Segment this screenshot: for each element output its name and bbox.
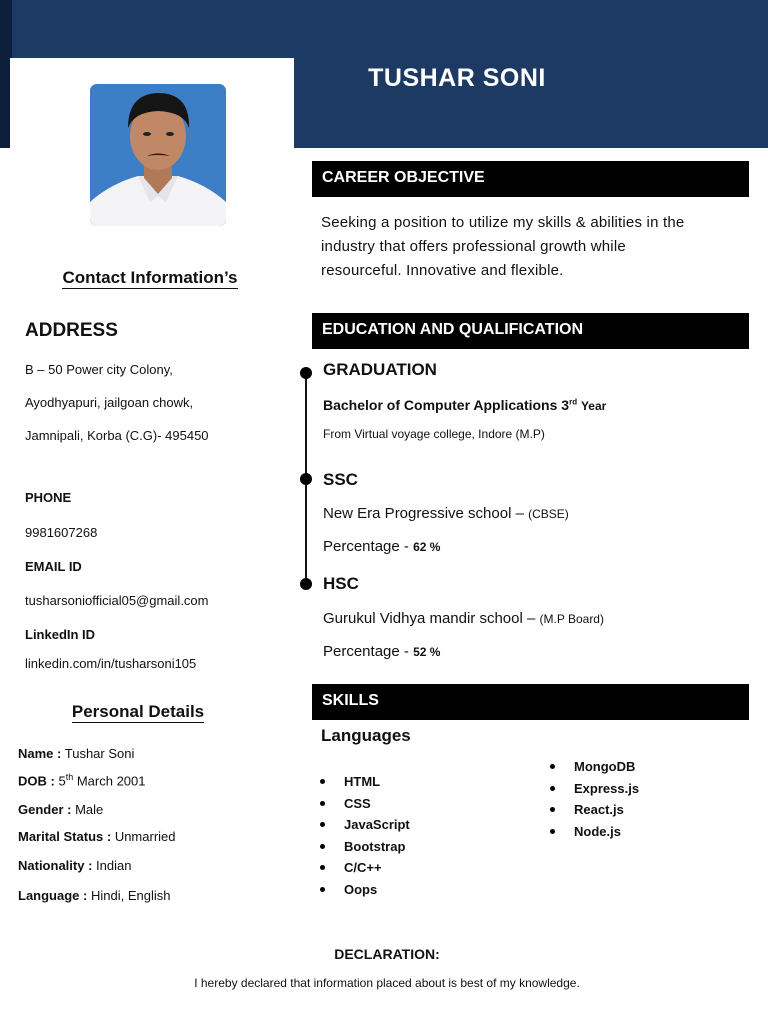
list-item: Node.js [550,824,639,846]
profile-photo [90,84,226,226]
ssc-percentage-value: 62 % [413,540,441,554]
hsc-percentage-label: Percentage - [323,643,409,660]
list-item: Bootstrap [320,839,410,861]
ssc-school-row [323,505,569,522]
personal-language-label: Language : [18,888,88,903]
address-line-3: Jamnipali, Korba (C.G)- 495450 [25,428,209,443]
personal-dob-day: 5 [58,773,66,789]
timeline-dot-graduation [300,367,312,379]
graduation-college: From Virtual voyage college, Indore (M.P) [323,427,545,441]
personal-language-value: Hindi, English [90,888,171,903]
career-objective-text [321,211,741,283]
hsc-percentage-value: 52 % [413,645,441,659]
ssc-title: SSC [323,470,358,489]
career-objective-heading: CAREER OBJECTIVE [312,161,749,197]
skills-list-col2 [550,759,639,845]
personal-gender-value: Male [75,802,104,817]
ssc-board: (CBSE) [528,507,569,521]
timeline-dot-hsc [300,578,312,590]
personal-gender-row [18,802,103,817]
personal-marital-label: Marital Status : [18,829,112,844]
graduation-title: GRADUATION [323,360,437,379]
personal-nationality-label: Nationality : [18,858,93,873]
address-label: ADDRESS [25,320,118,341]
personal-details-heading-text: Personal Details [71,702,205,721]
candidate-name: TUSHAR SONI [368,64,546,92]
personal-name-row [18,746,134,761]
contact-heading-text: Contact Information’s [62,268,238,287]
graduation-year-num: 3 [561,397,570,413]
personal-language-row [18,888,170,903]
personal-dob-label: DOB : [18,773,55,789]
declaration-text: I hereby declared that information placed about is best of my knowledge. [194,976,580,990]
list-item: HTML [320,774,410,796]
skills-heading: SKILLS [312,684,749,720]
hsc-percentage-row [323,643,440,660]
ssc-school: New Era Progressive school – [323,505,524,522]
personal-name-value: Tushar Soni [64,746,135,761]
list-item: MongoDB [550,759,639,781]
graduation-year-word: Year [580,399,607,413]
personal-dob-row [18,772,146,788]
personal-nationality-value: Indian [96,858,132,873]
phone-label: PHONE [25,490,72,505]
personal-marital-value: Unmarried [114,829,176,844]
phone-value: 9981607268 [25,525,98,540]
objective-line-1: Seeking a position to utilize my skills & abilities in the [321,214,685,231]
objective-line-2: industry that offers professional growth while [321,238,626,255]
linkedin-value: linkedin.com/in/tusharsoni105 [25,656,197,671]
personal-name-label: Name : [18,746,62,761]
declaration-title: DECLARATION: [334,946,440,962]
personal-dob-suffix: th [65,772,74,782]
personal-marital-row [18,829,176,844]
hsc-board: (M.P Board) [539,612,604,626]
personal-details-heading [0,702,276,722]
list-item: CSS [320,796,410,818]
personal-gender-label: Gender : [18,802,72,817]
hsc-title: HSC [323,574,359,593]
address-line-1: B – 50 Power city Colony, [25,362,173,377]
linkedin-label: LinkedIn ID [25,627,96,642]
objective-line-3: resourceful. Innovative and flexible. [321,262,564,279]
personal-dob-rest: March 2001 [76,773,146,789]
address-line-2: Ayodhyapuri, jailgoan chowk, [25,395,194,410]
list-item: Express.js [550,781,639,803]
graduation-degree [323,397,606,413]
education-heading: EDUCATION AND QUALIFICATION [312,313,749,349]
contact-heading [10,268,290,288]
list-item: C/C++ [320,860,410,882]
ssc-percentage-label: Percentage - [323,538,409,555]
personal-nationality-row [18,858,131,873]
skills-list-col1 [320,774,410,903]
email-label: EMAIL ID [25,559,82,574]
languages-title: Languages [321,726,411,745]
graduation-year-suffix: rd [569,397,578,407]
list-item: React.js [550,802,639,824]
ssc-percentage-row [323,538,440,555]
graduation-degree-name: Bachelor of Computer Applications [323,397,558,413]
hsc-school-row [323,610,604,627]
list-item: Oops [320,882,410,904]
hsc-school: Gurukul Vidhya mandir school – [323,610,536,627]
list-item: JavaScript [320,817,410,839]
timeline-dot-ssc [300,473,312,485]
email-value: tusharsoniofficial05@gmail.com [25,593,209,608]
